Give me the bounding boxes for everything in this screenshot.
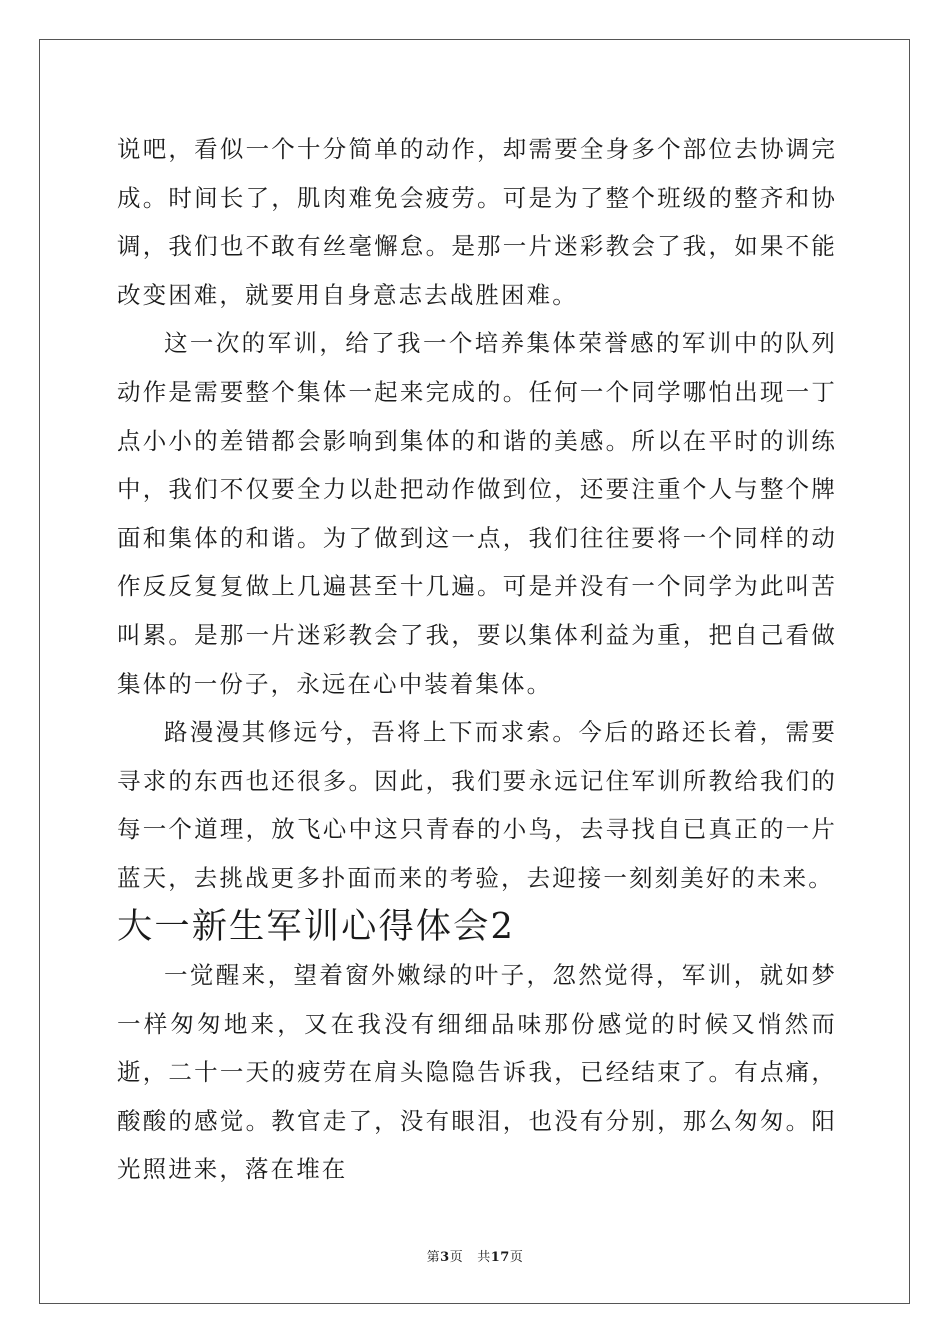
- total-pages-indicator: 共17页: [477, 1250, 524, 1265]
- page-footer: [0, 1246, 950, 1265]
- total-page-count: 17: [490, 1250, 510, 1265]
- paragraph-3: 路漫漫其修远兮，吾将上下而求索。今后的路还长着，需要寻求的东西也还很多。因此，我们要永远记住军训所教给我们的每一个道理，放飞心中这只青春的小鸟，去寻找自已真正的一片蓝天，去挑战更多扑面而来的考验，去迎接一刻刻美好的未来。: [117, 718, 837, 892]
- document-body: [117, 125, 837, 1194]
- paragraph-2: 这一次的军训，给了我一个培养集体荣誉感的军训中的队列动作是需要整个集体一起来完成的。任何一个同学哪怕出现一丁点小小的差错都会影响到集体的和谐的美感。所以在平时的训练中，我们不仅要全力以赴把动作做到位，还要注重个人与整个牌面和集体的和谐。为了做到这一点，我们往往要将一个同样的动作反反复复做上几遍甚至十几遍。可是并没有一个同学为此叫苦叫累。是那一片迷彩教会了我，要以集体利益为重，把自己看做集体的一份子，永远在心中装着集体。: [117, 329, 837, 698]
- section-heading: 大一新生军训心得体会2: [117, 905, 516, 947]
- paragraph-4: 一觉醒来，望着窗外嫩绿的叶子，忽然觉得，军训，就如梦一样匆匆地来，又在我没有细细品味那份感觉的时候又悄然而逝，二十一天的疲劳在肩头隐隐告诉我，已经结束了。有点痛，酸酸的感觉。教官走了，没有眼泪，也没有分别，那么匆匆。阳光照进来，落在堆在: [117, 961, 837, 1184]
- paragraph-1: 说吧，看似一个十分简单的动作，却需要全身多个部位去协调完成。时间长了，肌肉难免会疲劳。可是为了整个班级的整齐和协调，我们也不敢有丝毫懈怠。是那一片迷彩教会了我，如果不能改变困难，就要用自身意志去战胜困难。: [117, 135, 837, 309]
- current-page-number: 3: [440, 1250, 450, 1265]
- page-indicator: 第3页: [426, 1250, 464, 1265]
